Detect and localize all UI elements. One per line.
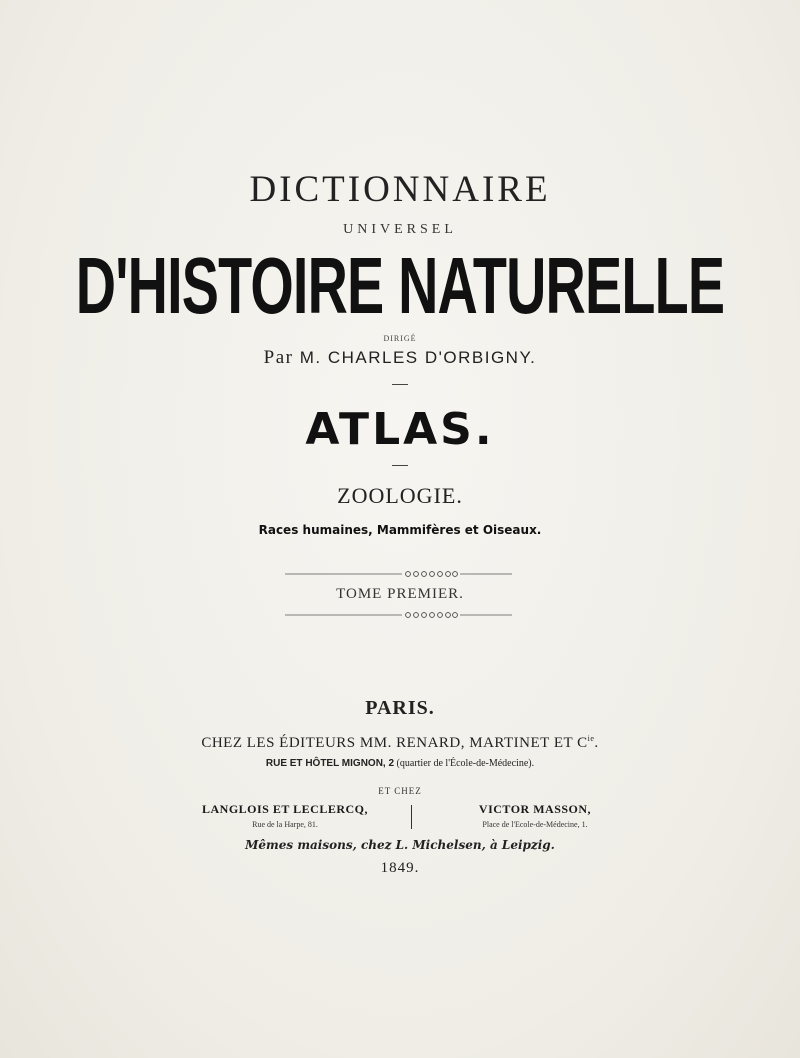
- publication-year: 1849.: [380, 860, 420, 876]
- city-paris: PARIS.: [365, 697, 435, 719]
- publishers-line: CHEZ LES ÉDITEURS MM. RENARD, MARTINET ET $C^{ie}$.: [201, 734, 599, 751]
- publishers-sup: ie: [587, 734, 595, 743]
- tome-label: TOME PREMIER.: [336, 586, 464, 602]
- by-prefix: Par: [263, 347, 294, 368]
- publisher-address: [0, 758, 800, 769]
- publisher-divider: [411, 805, 412, 829]
- author-name: M. CHARLES D'ORBIGNY.: [299, 348, 537, 367]
- publishers-text: CHEZ LES ÉDITEURS MM. RENARD, MARTINET ET C: [201, 735, 588, 751]
- ornament-rule-bottom: [0, 610, 800, 620]
- ornament-rule-top: [0, 569, 800, 579]
- title-universel: UNIVERSEL: [343, 222, 457, 237]
- title-histoire-naturelle: D'HISTOIRE NATURELLE: [75, 241, 725, 331]
- leipzig-line: [0, 838, 800, 853]
- directed-label: DIRIGÉ: [383, 334, 417, 343]
- title-dictionnaire: DICTIONNAIRE: [249, 169, 551, 210]
- publisher-right-address: Place de l'Ecole-de-Médecine, 1.: [482, 820, 588, 829]
- short-rule-bottom: [392, 465, 408, 466]
- leipzig-text: Mêmes maisons, chez L. Michelsen, à Leipzig.: [245, 838, 555, 852]
- publisher-left-address: Rue de la Harpe, 81.: [252, 820, 318, 829]
- publisher-left: [170, 802, 400, 829]
- author-line: [0, 347, 800, 369]
- address-street: RUE ET HÔTEL MIGNON, 2: [265, 758, 395, 769]
- publisher-right-name: VICTOR MASSON,: [478, 802, 592, 816]
- publisher-left-name: LANGLOIS ET LECLERCQ,: [202, 802, 368, 816]
- short-rule-top: [392, 384, 408, 385]
- atlas-heading: ATLAS.: [305, 404, 495, 455]
- section-subtitle: Races humaines, Mammifères et Oiseaux.: [258, 523, 542, 537]
- section-zoologie: ZOOLOGIE.: [337, 483, 463, 508]
- publisher-right: [420, 802, 650, 829]
- et-chez-label: ET CHEZ: [378, 786, 422, 796]
- address-quarter: (quartier de l'École-de-Médecine).: [396, 758, 535, 769]
